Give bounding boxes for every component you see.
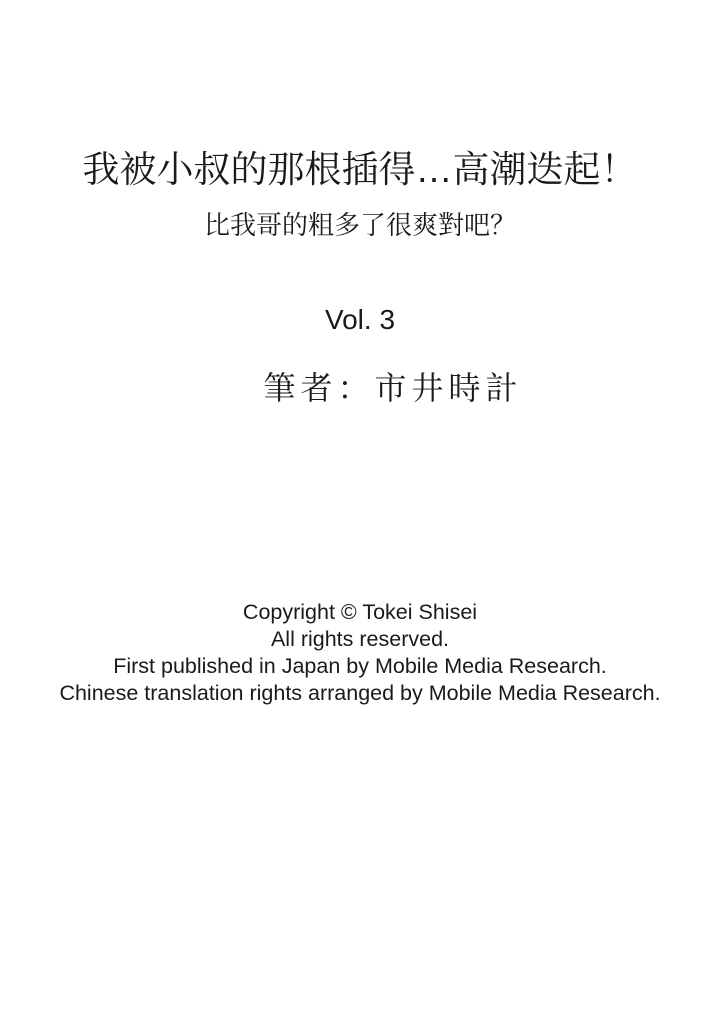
copyright-line-publisher: First published in Japan by Mobile Media Research.	[113, 654, 607, 678]
copyright-line-holder: Copyright © Tokei Shisei	[242, 600, 478, 624]
author-credit: 筆者：市井時計	[263, 370, 523, 406]
series-subtitle: 比我哥的粗多了很爽對吧？	[203, 210, 516, 240]
copyright-line-rights: All rights reserved.	[270, 627, 450, 651]
copyright-block	[0, 599, 720, 707]
volume-label: Vol. 3	[324, 304, 396, 335]
copyright-line-translation: Chinese translation rights arranged by Mobile Media Research.	[59, 681, 661, 705]
series-title: 我被小叔的那根插得…高潮迭起！	[82, 149, 638, 190]
